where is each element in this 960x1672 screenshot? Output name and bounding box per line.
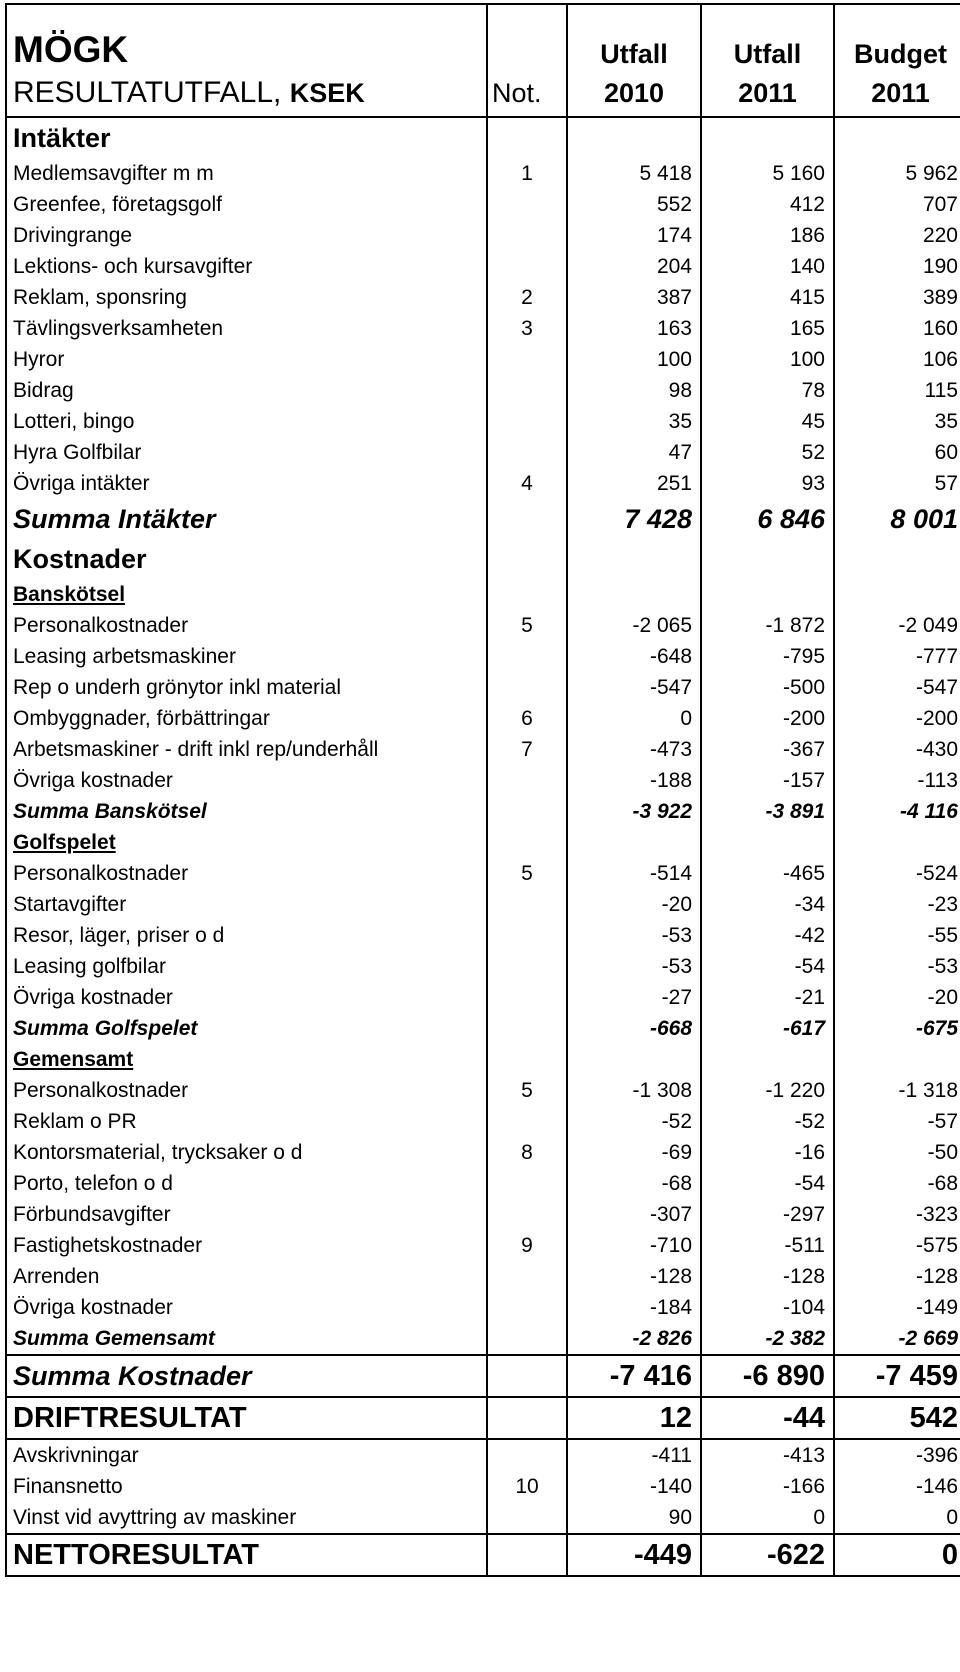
table-row (6, 1106, 960, 1137)
row-value-utfall-2011: -1 872 (701, 610, 834, 641)
col-header-top-3: Budget (834, 4, 960, 70)
row-value-utfall-2011: -104 (701, 1292, 834, 1323)
row-label: Hyra Golfbilar (6, 437, 487, 468)
row-value-utfall-2011: -465 (701, 858, 834, 889)
row-value-utfall-2011: -16 (701, 1137, 834, 1168)
row-value-budget-2011 (834, 579, 960, 610)
row-value-budget-2011 (834, 1044, 960, 1075)
row-note: 2 (487, 282, 567, 313)
row-label: Kontorsmaterial, trycksaker o d (6, 1137, 487, 1168)
table-row (6, 889, 960, 920)
table-row (6, 437, 960, 468)
row-note: 4 (487, 468, 567, 499)
row-note (487, 406, 567, 437)
row-value-utfall-2010: 174 (567, 220, 701, 251)
row-value-utfall-2011: -500 (701, 672, 834, 703)
income-statement-table (5, 3, 960, 1577)
row-value-utfall-2011: -1 220 (701, 1075, 834, 1106)
row-value-utfall-2011: 412 (701, 189, 834, 220)
row-value-budget-2011: 106 (834, 344, 960, 375)
row-value-utfall-2011: 100 (701, 344, 834, 375)
row-label: Bidrag (6, 375, 487, 406)
row-value-utfall-2010: -20 (567, 889, 701, 920)
row-value-utfall-2011: -3 891 (701, 796, 834, 827)
sum-small-row (6, 1013, 960, 1044)
row-note (487, 189, 567, 220)
unit-label: KSEK (289, 78, 365, 108)
row-value-budget-2011: 220 (834, 220, 960, 251)
row-note (487, 641, 567, 672)
row-value-utfall-2010 (567, 579, 701, 610)
row-label: Medlemsavgifter m m (6, 158, 487, 189)
row-value-utfall-2011 (701, 827, 834, 858)
row-note: 5 (487, 1075, 567, 1106)
row-value-utfall-2010: -307 (567, 1199, 701, 1230)
row-value-budget-2011: -57 (834, 1106, 960, 1137)
row-label: Summa Gemensamt (6, 1323, 487, 1355)
table-row (6, 251, 960, 282)
row-note (487, 1106, 567, 1137)
row-value-utfall-2011: -795 (701, 641, 834, 672)
row-value-utfall-2010: -7 416 (567, 1355, 701, 1397)
row-label: Lektions- och kursavgifter (6, 251, 487, 282)
row-value-utfall-2011: -44 (701, 1397, 834, 1439)
row-value-budget-2011: 542 (834, 1397, 960, 1439)
row-value-utfall-2011 (701, 117, 834, 158)
row-note (487, 1439, 567, 1471)
table-row (6, 765, 960, 796)
row-note (487, 344, 567, 375)
row-value-budget-2011 (834, 827, 960, 858)
row-value-utfall-2011: -52 (701, 1106, 834, 1137)
row-note (487, 1355, 567, 1397)
row-note (487, 1199, 567, 1230)
row-label: Porto, telefon o d (6, 1168, 487, 1199)
row-note (487, 951, 567, 982)
row-value-utfall-2011: -511 (701, 1230, 834, 1261)
row-note (487, 827, 567, 858)
row-label: Gemensamt (6, 1044, 487, 1075)
row-note (487, 251, 567, 282)
table-row (6, 1075, 960, 1106)
row-value-utfall-2011: -622 (701, 1534, 834, 1576)
row-value-budget-2011: -53 (834, 951, 960, 982)
row-value-utfall-2010 (567, 1044, 701, 1075)
row-note (487, 539, 567, 579)
row-value-budget-2011: -149 (834, 1292, 960, 1323)
row-label: Övriga kostnader (6, 982, 487, 1013)
row-value-budget-2011: -2 669 (834, 1323, 960, 1355)
row-label: Hyror (6, 344, 487, 375)
row-label: NETTORESULTAT (6, 1534, 487, 1576)
row-label: Personalkostnader (6, 858, 487, 889)
row-label: Arrenden (6, 1261, 487, 1292)
row-value-utfall-2010 (567, 539, 701, 579)
subhead-row (6, 1044, 960, 1075)
table-row (6, 734, 960, 765)
row-label: Greenfee, företagsgolf (6, 189, 487, 220)
table-row (6, 858, 960, 889)
row-value-utfall-2010: -449 (567, 1534, 701, 1576)
row-value-utfall-2010: -648 (567, 641, 701, 672)
row-value-utfall-2011: 78 (701, 375, 834, 406)
row-label: Förbundsavgifter (6, 1199, 487, 1230)
row-note: 10 (487, 1471, 567, 1502)
row-note (487, 220, 567, 251)
row-note (487, 765, 567, 796)
row-value-utfall-2011: -367 (701, 734, 834, 765)
table-row (6, 1502, 960, 1534)
col-header-year-1: 2010 (567, 70, 701, 117)
row-value-budget-2011: 389 (834, 282, 960, 313)
row-value-budget-2011 (834, 539, 960, 579)
row-value-utfall-2010: -411 (567, 1439, 701, 1471)
table-row (6, 1199, 960, 1230)
row-value-budget-2011 (834, 117, 960, 158)
subhead-row (6, 827, 960, 858)
row-label: Finansnetto (6, 1471, 487, 1502)
row-value-budget-2011: 57 (834, 468, 960, 499)
sum-small-row (6, 1323, 960, 1355)
col-header-top-2: Utfall (701, 4, 834, 70)
row-note (487, 437, 567, 468)
table-row (6, 1471, 960, 1502)
report-subtitle (6, 70, 487, 117)
row-label: Personalkostnader (6, 610, 487, 641)
row-value-utfall-2011 (701, 1044, 834, 1075)
row-label: Summa Golfspelet (6, 1013, 487, 1044)
row-value-utfall-2011: 6 846 (701, 499, 834, 539)
row-value-utfall-2010: 387 (567, 282, 701, 313)
col-header-top-1: Utfall (567, 4, 701, 70)
row-note (487, 117, 567, 158)
row-note: 7 (487, 734, 567, 765)
row-note (487, 1502, 567, 1534)
row-value-utfall-2010: -710 (567, 1230, 701, 1261)
row-value-budget-2011: -7 459 (834, 1355, 960, 1397)
row-note (487, 920, 567, 951)
row-value-utfall-2011: -617 (701, 1013, 834, 1044)
row-value-utfall-2011: 0 (701, 1502, 834, 1534)
row-note (487, 889, 567, 920)
row-label: Arbetsmaskiner - drift inkl rep/underhåll (6, 734, 487, 765)
row-value-utfall-2010: 7 428 (567, 499, 701, 539)
row-value-budget-2011: -113 (834, 765, 960, 796)
row-label: Fastighetskostnader (6, 1230, 487, 1261)
row-note: 5 (487, 858, 567, 889)
row-label: DRIFTRESULTAT (6, 1397, 487, 1439)
row-value-utfall-2010: -27 (567, 982, 701, 1013)
row-note (487, 499, 567, 539)
row-value-utfall-2011: 52 (701, 437, 834, 468)
row-value-budget-2011: -396 (834, 1439, 960, 1471)
row-note (487, 1534, 567, 1576)
row-value-utfall-2010: -128 (567, 1261, 701, 1292)
row-value-budget-2011: -2 049 (834, 610, 960, 641)
row-value-utfall-2010: -668 (567, 1013, 701, 1044)
table-row (6, 1261, 960, 1292)
row-value-budget-2011: 707 (834, 189, 960, 220)
row-note (487, 796, 567, 827)
row-value-utfall-2010: 12 (567, 1397, 701, 1439)
row-label: Övriga intäkter (6, 468, 487, 499)
row-note (487, 1323, 567, 1355)
table-row (6, 375, 960, 406)
table-row (6, 641, 960, 672)
row-value-utfall-2011: 93 (701, 468, 834, 499)
row-value-utfall-2011: -21 (701, 982, 834, 1013)
table-row (6, 1230, 960, 1261)
header-row-bottom (6, 70, 960, 117)
row-value-utfall-2010: 163 (567, 313, 701, 344)
row-value-utfall-2011: 415 (701, 282, 834, 313)
row-value-utfall-2010: 0 (567, 703, 701, 734)
row-label: Ombyggnader, förbättringar (6, 703, 487, 734)
row-value-utfall-2010: -1 308 (567, 1075, 701, 1106)
note-column-header: Not. (487, 70, 567, 117)
header-row-top (6, 4, 960, 70)
row-value-utfall-2011: 5 160 (701, 158, 834, 189)
row-value-utfall-2011: -2 382 (701, 1323, 834, 1355)
row-label: Kostnader (6, 539, 487, 579)
row-value-utfall-2010: 98 (567, 375, 701, 406)
row-note (487, 579, 567, 610)
row-value-utfall-2010 (567, 827, 701, 858)
table-row (6, 982, 960, 1013)
h-sec-row (6, 117, 960, 158)
row-value-utfall-2011 (701, 539, 834, 579)
row-value-utfall-2011: -54 (701, 1168, 834, 1199)
row-label: Reklam, sponsring (6, 282, 487, 313)
row-note: 1 (487, 158, 567, 189)
row-value-budget-2011: -50 (834, 1137, 960, 1168)
row-value-budget-2011: 5 962 (834, 158, 960, 189)
row-value-utfall-2010: 35 (567, 406, 701, 437)
row-value-utfall-2010: -2 826 (567, 1323, 701, 1355)
row-label: Leasing arbetsmaskiner (6, 641, 487, 672)
row-note: 9 (487, 1230, 567, 1261)
drift-row (6, 1397, 960, 1439)
row-value-utfall-2011 (701, 579, 834, 610)
row-value-budget-2011: 8 001 (834, 499, 960, 539)
row-label: Avskrivningar (6, 1439, 487, 1471)
row-value-utfall-2010: -514 (567, 858, 701, 889)
row-label: Övriga kostnader (6, 765, 487, 796)
row-note (487, 1292, 567, 1323)
row-value-utfall-2010: 204 (567, 251, 701, 282)
row-value-budget-2011: -524 (834, 858, 960, 889)
h-sec-row (6, 539, 960, 579)
row-value-budget-2011: -1 318 (834, 1075, 960, 1106)
row-value-utfall-2010: 47 (567, 437, 701, 468)
table-row (6, 313, 960, 344)
table-row (6, 220, 960, 251)
row-value-utfall-2010: -52 (567, 1106, 701, 1137)
row-value-utfall-2010: -53 (567, 920, 701, 951)
row-value-budget-2011: 60 (834, 437, 960, 468)
row-value-budget-2011: 35 (834, 406, 960, 437)
row-value-utfall-2010 (567, 117, 701, 158)
row-value-budget-2011: -23 (834, 889, 960, 920)
row-label: Rep o underh grönytor inkl material (6, 672, 487, 703)
row-value-utfall-2011: -200 (701, 703, 834, 734)
row-value-utfall-2011: 45 (701, 406, 834, 437)
total-big-row (6, 1355, 960, 1397)
row-value-utfall-2010: -140 (567, 1471, 701, 1502)
table-row (6, 189, 960, 220)
row-value-utfall-2010: 552 (567, 189, 701, 220)
row-value-utfall-2011: 165 (701, 313, 834, 344)
row-value-budget-2011: -430 (834, 734, 960, 765)
row-note (487, 982, 567, 1013)
subhead-row (6, 579, 960, 610)
col-header-year-3: 2011 (834, 70, 960, 117)
row-label: Golfspelet (6, 827, 487, 858)
row-value-budget-2011: 190 (834, 251, 960, 282)
table-row (6, 610, 960, 641)
row-value-utfall-2011: 140 (701, 251, 834, 282)
row-note (487, 1044, 567, 1075)
row-value-utfall-2011: -413 (701, 1439, 834, 1471)
row-value-utfall-2011: 186 (701, 220, 834, 251)
row-value-utfall-2010: -53 (567, 951, 701, 982)
row-label: Drivingrange (6, 220, 487, 251)
report-title: MÖGK (6, 4, 487, 70)
row-value-budget-2011: 160 (834, 313, 960, 344)
row-value-budget-2011: -200 (834, 703, 960, 734)
row-value-budget-2011: 0 (834, 1534, 960, 1576)
row-note (487, 1168, 567, 1199)
row-label: Startavgifter (6, 889, 487, 920)
row-note (487, 1397, 567, 1439)
row-label: Summa Kostnader (6, 1355, 487, 1397)
row-note (487, 1261, 567, 1292)
row-value-budget-2011: -547 (834, 672, 960, 703)
row-value-utfall-2011: -42 (701, 920, 834, 951)
row-value-utfall-2011: -297 (701, 1199, 834, 1230)
sum-small-row (6, 796, 960, 827)
row-value-budget-2011: 0 (834, 1502, 960, 1534)
col-header-year-2: 2011 (701, 70, 834, 117)
row-note (487, 1013, 567, 1044)
table-row (6, 1137, 960, 1168)
table-row (6, 406, 960, 437)
row-value-budget-2011: -4 116 (834, 796, 960, 827)
row-value-utfall-2011: -166 (701, 1471, 834, 1502)
row-value-utfall-2011: -6 890 (701, 1355, 834, 1397)
row-label: Resor, läger, priser o d (6, 920, 487, 951)
row-label: Lotteri, bingo (6, 406, 487, 437)
row-note: 5 (487, 610, 567, 641)
row-value-utfall-2010: -184 (567, 1292, 701, 1323)
row-label: Summa Banskötsel (6, 796, 487, 827)
row-value-budget-2011: -128 (834, 1261, 960, 1292)
row-value-budget-2011: -146 (834, 1471, 960, 1502)
row-value-budget-2011: -20 (834, 982, 960, 1013)
row-note: 3 (487, 313, 567, 344)
row-value-budget-2011: -777 (834, 641, 960, 672)
row-label: Summa Intäkter (6, 499, 487, 539)
row-value-budget-2011: 115 (834, 375, 960, 406)
row-label: Leasing golfbilar (6, 951, 487, 982)
row-value-utfall-2010: -188 (567, 765, 701, 796)
row-value-utfall-2010: -473 (567, 734, 701, 765)
table-row (6, 1168, 960, 1199)
row-label: Vinst vid avyttring av maskiner (6, 1502, 487, 1534)
row-label: Tävlingsverksamheten (6, 313, 487, 344)
table-row (6, 951, 960, 982)
row-value-utfall-2010: 100 (567, 344, 701, 375)
table-row (6, 672, 960, 703)
row-value-utfall-2011: -157 (701, 765, 834, 796)
note-header-spacer (487, 4, 567, 70)
row-value-budget-2011: -55 (834, 920, 960, 951)
row-note: 6 (487, 703, 567, 734)
row-label: Reklam o PR (6, 1106, 487, 1137)
row-label: Personalkostnader (6, 1075, 487, 1106)
table-row (6, 344, 960, 375)
row-value-utfall-2010: -3 922 (567, 796, 701, 827)
row-value-utfall-2010: -68 (567, 1168, 701, 1199)
row-value-utfall-2010: 5 418 (567, 158, 701, 189)
table-row (6, 703, 960, 734)
netto-row (6, 1534, 960, 1576)
table-row (6, 1439, 960, 1471)
row-value-utfall-2010: -69 (567, 1137, 701, 1168)
row-value-budget-2011: -575 (834, 1230, 960, 1261)
row-label: Övriga kostnader (6, 1292, 487, 1323)
table-row (6, 282, 960, 313)
row-value-utfall-2011: -34 (701, 889, 834, 920)
table-row (6, 468, 960, 499)
row-value-budget-2011: -323 (834, 1199, 960, 1230)
row-value-utfall-2011: -54 (701, 951, 834, 982)
row-value-utfall-2011: -128 (701, 1261, 834, 1292)
row-note (487, 375, 567, 406)
sum-big-row (6, 499, 960, 539)
income-statement-sheet (5, 3, 956, 1667)
row-label: Intäkter (6, 117, 487, 158)
row-value-utfall-2010: 90 (567, 1502, 701, 1534)
row-value-budget-2011: -68 (834, 1168, 960, 1199)
subtitle-text: RESULTATUTFALL, (13, 76, 282, 109)
row-note: 8 (487, 1137, 567, 1168)
row-value-budget-2011: -675 (834, 1013, 960, 1044)
row-value-utfall-2010: 251 (567, 468, 701, 499)
table-row (6, 158, 960, 189)
row-value-utfall-2010: -547 (567, 672, 701, 703)
table-row (6, 1292, 960, 1323)
row-value-utfall-2010: -2 065 (567, 610, 701, 641)
table-row (6, 920, 960, 951)
row-note (487, 672, 567, 703)
row-label: Banskötsel (6, 579, 487, 610)
